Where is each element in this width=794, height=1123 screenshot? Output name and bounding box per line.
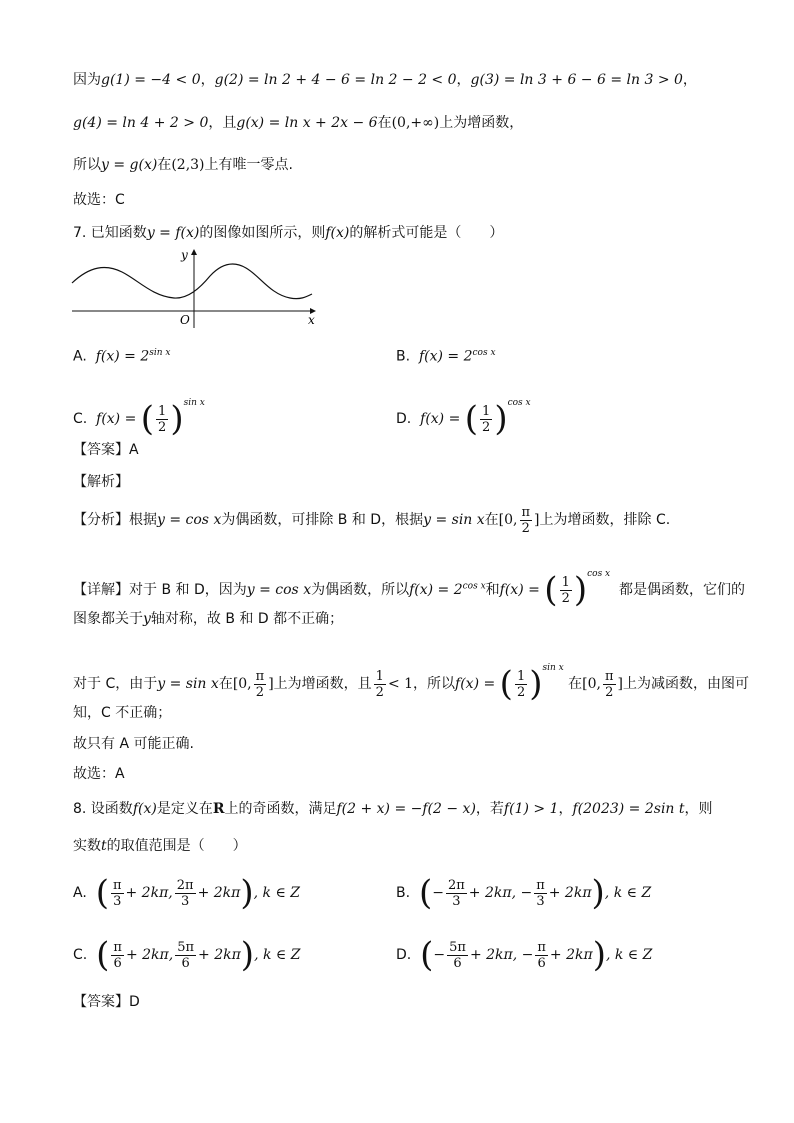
numerator: π: [536, 877, 545, 893]
numerator: 5π: [449, 939, 466, 955]
paren: (: [464, 399, 479, 439]
text: 是定义在: [156, 801, 213, 817]
q7-detail: [73, 551, 745, 613]
math: + 2kπ, −: [469, 947, 534, 963]
math: ]: [268, 676, 274, 692]
text: 【分析】: [73, 512, 129, 528]
fraction: [534, 878, 547, 909]
q7-stem: [73, 223, 503, 243]
denominator: 2: [482, 419, 491, 435]
fraction: [603, 669, 616, 700]
q7-only: 故只有 A 可能正确.: [73, 736, 194, 752]
text: 【详解】: [73, 582, 129, 598]
numerator: 1: [482, 403, 491, 419]
math: y = cos x: [157, 512, 222, 528]
q8-stem-line2: [73, 836, 247, 856]
math: y = f(x): [146, 225, 200, 241]
math: f(x) =: [96, 411, 141, 427]
numerator: π: [605, 668, 614, 684]
origin-label: O: [180, 313, 190, 327]
fraction: [254, 669, 267, 700]
denominator: 2: [605, 684, 614, 700]
option-letter: C.: [73, 947, 88, 963]
math: (0,+∞): [391, 115, 440, 131]
text: 8. 设函数: [73, 801, 133, 817]
denominator: 2: [521, 520, 530, 536]
math: y = sin x: [157, 676, 219, 692]
fraction: [480, 404, 492, 435]
text: 上为增函数，且: [273, 676, 372, 692]
q7-option-c: [73, 380, 205, 442]
denominator: 2: [516, 684, 526, 700]
fraction: [520, 505, 533, 536]
denominator: 3: [536, 893, 545, 909]
math: f(x) = 2: [418, 348, 473, 365]
text: ，所以: [413, 676, 456, 692]
paren: (: [544, 570, 558, 610]
text: 在: [218, 676, 233, 692]
option-letter: A.: [73, 885, 87, 901]
paren: ): [529, 664, 543, 704]
math: f(x) = 2: [95, 348, 150, 365]
fraction: [111, 940, 124, 971]
math: , k ∈ Z: [605, 947, 653, 963]
text: ，则: [684, 801, 713, 817]
option-letter: B.: [396, 885, 411, 901]
math: , k ∈ Z: [604, 885, 652, 901]
math: f(x) = 2: [409, 582, 463, 598]
exponent: sin x: [542, 663, 564, 673]
text: 上为减函数，由图可: [623, 676, 750, 692]
text: 为偶函数，可排除 B 和 D，根据: [221, 512, 424, 528]
text: 因为: [73, 72, 101, 88]
denominator: 2: [158, 419, 167, 435]
text: 上有唯一零点.: [204, 157, 293, 173]
q7-answer: [73, 440, 139, 460]
text: 轴对称，故 B 和 D 都不正确；: [150, 611, 344, 627]
q7-option-a: [73, 343, 170, 367]
q7-analysis-tag: 【解析】: [73, 474, 129, 490]
fraction: [446, 878, 467, 909]
q8-answer: [73, 992, 140, 1012]
q8-stem: [73, 799, 713, 819]
q8-option-c: [73, 932, 300, 978]
p6-choose: 故选：C: [73, 192, 125, 208]
paren: (: [418, 873, 433, 913]
math: f(x) =: [499, 582, 545, 598]
p6-line-1: [73, 70, 697, 90]
text: 的图像如图所示，则: [199, 225, 326, 241]
p6-line-2: [73, 113, 523, 133]
math: ]: [617, 676, 624, 692]
denominator: 3: [181, 893, 190, 909]
p6-line-3: [73, 155, 293, 175]
option-letter: D.: [396, 947, 412, 963]
denominator: 2: [375, 684, 384, 700]
q7-graph: [70, 244, 330, 330]
exponent: cos x: [587, 569, 611, 579]
numerator: 2π: [176, 877, 194, 893]
text: 对于 B 和 D，因为: [129, 582, 247, 598]
math: , k ∈ Z: [254, 947, 301, 963]
math: [0,: [498, 512, 518, 528]
q8-option-d: [396, 932, 652, 978]
paren: (: [420, 935, 434, 975]
text: ，: [682, 72, 697, 88]
curve: [72, 264, 312, 299]
text: 在: [377, 115, 392, 131]
option-letter: C.: [73, 411, 88, 427]
numerator: 1: [516, 668, 526, 684]
numerator: 1: [561, 574, 570, 590]
text: 图象都关于: [73, 611, 143, 627]
denominator: 2: [255, 684, 265, 700]
paren: ): [592, 935, 606, 975]
fraction: [560, 575, 572, 606]
math: y: [143, 611, 151, 627]
denominator: 2: [561, 590, 570, 606]
text: 上的奇函数，满足: [224, 801, 337, 817]
numerator: π: [112, 877, 122, 893]
text: 7. 已知函数: [73, 225, 147, 241]
exponent: cos x: [472, 348, 496, 358]
math: < 1: [387, 676, 414, 692]
option-letter: B.: [396, 348, 411, 365]
math: f(2 + x) = −f(2 − x): [336, 801, 476, 817]
math: f(x) =: [455, 676, 500, 692]
math: + 2kπ: [548, 885, 592, 901]
text: 上为增函数，: [439, 115, 524, 131]
text: ，且: [208, 115, 237, 131]
fraction: [156, 404, 168, 435]
math: g(3) = ln 3 + 6 − 6 = ln 3 > 0: [470, 72, 683, 88]
q7-detail-line2: [73, 609, 343, 629]
math: f(x) =: [420, 411, 465, 427]
exponent: cos x: [462, 581, 486, 592]
q7-c-line2: 知，C 不正确；: [73, 705, 172, 721]
math: f(x): [132, 801, 157, 817]
paren: (: [499, 664, 513, 704]
text: 上为增函数，排除 C.: [539, 512, 671, 528]
fraction: [111, 878, 124, 909]
numerator: 5π: [177, 939, 195, 955]
q8-option-b: [396, 870, 651, 916]
numerator: π: [537, 939, 546, 955]
text: ，若: [475, 801, 504, 817]
paren: ): [170, 399, 184, 439]
denominator: 6: [113, 955, 122, 971]
fraction: [447, 940, 468, 971]
math: , k ∈ Z: [253, 885, 300, 901]
option-letter: D.: [396, 411, 412, 427]
numerator: π: [255, 668, 265, 684]
answer-value: D: [129, 994, 140, 1010]
y-label: y: [181, 248, 188, 262]
math: −: [432, 885, 444, 901]
math: ]: [534, 512, 540, 528]
answer-value: A: [129, 442, 139, 458]
math: + 2kπ: [198, 947, 241, 963]
q7-fenxi: [73, 503, 670, 537]
paren: (: [95, 873, 109, 913]
text: 在: [568, 676, 583, 692]
paren: ): [573, 570, 588, 610]
paren: ): [494, 399, 508, 439]
text: ，: [456, 72, 471, 88]
fraction: [535, 940, 548, 971]
numerator: 1: [375, 668, 384, 684]
text: 都是偶函数，它们的: [619, 582, 746, 598]
fraction: [374, 669, 386, 700]
math: f(2023) = 2sin t: [572, 801, 685, 817]
numerator: 2π: [447, 877, 465, 893]
numerator: 1: [158, 403, 167, 419]
numerator: π: [521, 504, 531, 520]
x-label: x: [308, 313, 315, 327]
exponent: sin x: [183, 398, 205, 408]
denominator: 6: [181, 955, 190, 971]
math: g(2) = ln 2 + 4 − 6 = ln 2 − 2 < 0: [214, 72, 457, 88]
math: + 2kπ: [197, 885, 241, 901]
text: 根据: [129, 512, 157, 528]
text: 实数: [73, 838, 101, 854]
text: 的取值范围是（ ）: [106, 838, 247, 854]
math: g(1) = −4 < 0: [101, 72, 201, 88]
math: t: [101, 838, 107, 854]
text: 和: [485, 582, 500, 598]
math: + 2kπ,: [125, 885, 173, 901]
fraction: [175, 940, 196, 971]
y-arrow: [191, 249, 197, 255]
q7-c-line: [73, 645, 749, 707]
fraction: [515, 669, 527, 700]
option-letter: A.: [73, 348, 87, 365]
exponent: cos x: [507, 398, 531, 408]
denominator: 3: [113, 893, 122, 909]
text: 为偶函数，所以: [311, 582, 410, 598]
text: ，: [200, 72, 215, 88]
text: ，: [558, 801, 573, 817]
math: f(x): [325, 225, 350, 241]
text: 的解析式可能是（ ）: [349, 225, 504, 241]
math: (2,3): [171, 157, 205, 173]
math: + 2kπ: [549, 947, 593, 963]
paren: (: [96, 935, 110, 975]
math: R: [212, 801, 225, 817]
math: y = sin x: [423, 512, 485, 528]
text: 在: [484, 512, 499, 528]
answer-tag: 【答案】: [73, 442, 129, 458]
denominator: 6: [537, 955, 546, 971]
q8-option-a: [73, 870, 300, 916]
fraction: [175, 878, 196, 909]
paren: (: [140, 399, 155, 439]
text: 所以: [73, 157, 101, 173]
q7-option-d: [396, 380, 531, 442]
math: y = g(x): [101, 157, 158, 173]
text: 对于 C，由于: [73, 676, 158, 692]
math: [0,: [582, 676, 601, 692]
paren: ): [240, 935, 255, 975]
q7-choose: 故选：A: [73, 766, 125, 782]
denominator: 6: [453, 955, 462, 971]
math: y = cos x: [246, 582, 312, 598]
q7-option-b: [396, 343, 496, 367]
math: −: [433, 947, 446, 963]
math: [0,: [232, 676, 252, 692]
paren: ): [240, 873, 254, 913]
denominator: 3: [452, 893, 461, 909]
text: 在: [157, 157, 172, 173]
math: g(4) = ln 4 + 2 > 0: [73, 115, 209, 131]
paren: ): [591, 873, 605, 913]
answer-tag: 【答案】: [73, 994, 129, 1010]
exponent: sin x: [149, 348, 171, 358]
math: g(x) = ln x + 2x − 6: [236, 115, 378, 131]
math: + 2kπ, −: [468, 885, 533, 901]
math: f(1) > 1: [503, 801, 559, 817]
math: + 2kπ,: [125, 947, 174, 963]
numerator: π: [113, 939, 122, 955]
